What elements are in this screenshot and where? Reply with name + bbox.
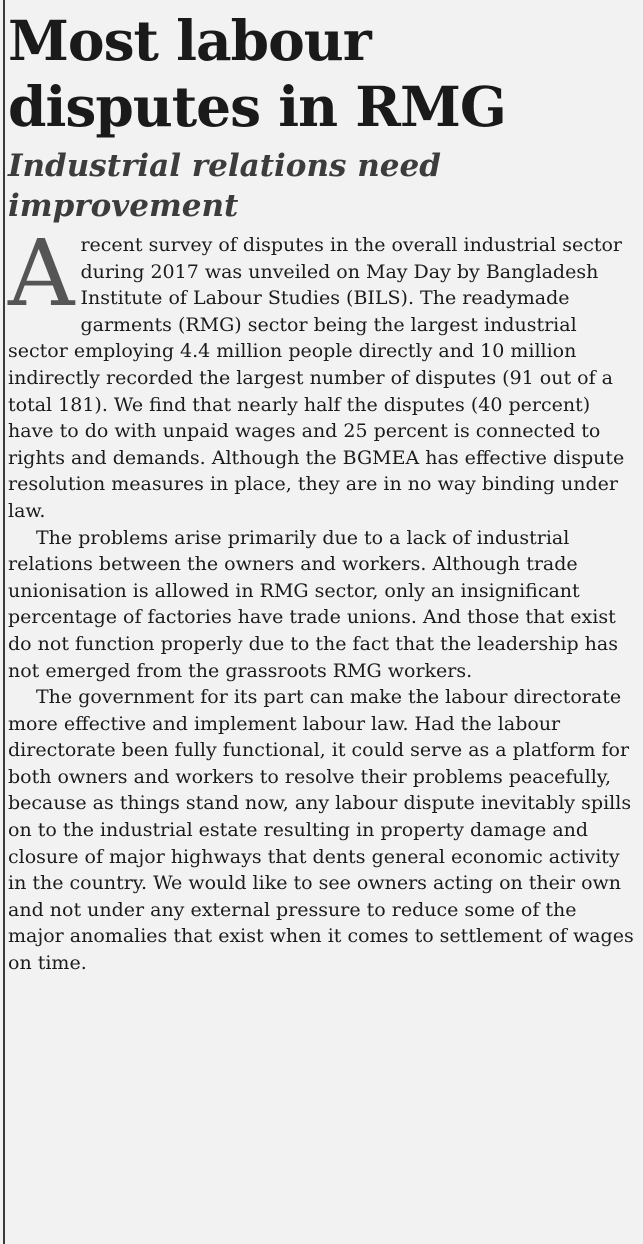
column-rule	[3, 0, 5, 1244]
headline-line-1: Most labour	[8, 8, 371, 73]
headline-line-2: disputes in RMG	[8, 74, 506, 139]
article-body	[8, 220, 638, 977]
paragraph-2: The problems arise primarily due to a lack of industrial relations between the owners and workers. Although trade unionisation is allowed in RMG sector, only an insignificant percentage of factories have trade unions. And those that exist do not function properly due to the fact that the leadership has not emerged from the grassroots RMG workers.	[8, 526, 618, 682]
subheadline-line-2: improvement	[8, 188, 239, 224]
subheadline	[8, 146, 638, 226]
paragraph-1	[8, 220, 638, 525]
subheadline-line-1: Industrial relations need	[8, 148, 441, 184]
editorial-article	[8, 0, 638, 977]
paragraph-1-text: recent survey of disputes in the overall industrial sector during 2017 was unveiled on May Day by Bangladesh Institute of Labour Studies (BILS). The readymade garments (RMG) sector being the largest industrial sector employing 4.4 million people directly and 10 million indirectly recorded the largest number of disputes (91 out of a total 181). We find that nearly half the disputes (40 percent) have to do with unpaid wages and 25 percent is connected to rights and demands. Although the BGMEA has effective dispute resolution measures in place, they are in no way binding under law.	[8, 234, 625, 522]
drop-cap: A	[8, 220, 75, 327]
paragraph-3: The government for its part can make the labour directorate more effective and implement labour law. Had the labour directorate been fully functional, it could serve as a platform for both owners and workers to resolve their problems peacefully, because as things stand now, any labour dispute inevitably spills on to the industrial estate resulting in property damage and closure of major highways that dents general economic activity in the country. We would like to see owners acting on their own and not under any external pressure to reduce some of the major anomalies that exist when it comes to settlement of wages on time.	[8, 686, 634, 975]
headline	[8, 8, 638, 140]
